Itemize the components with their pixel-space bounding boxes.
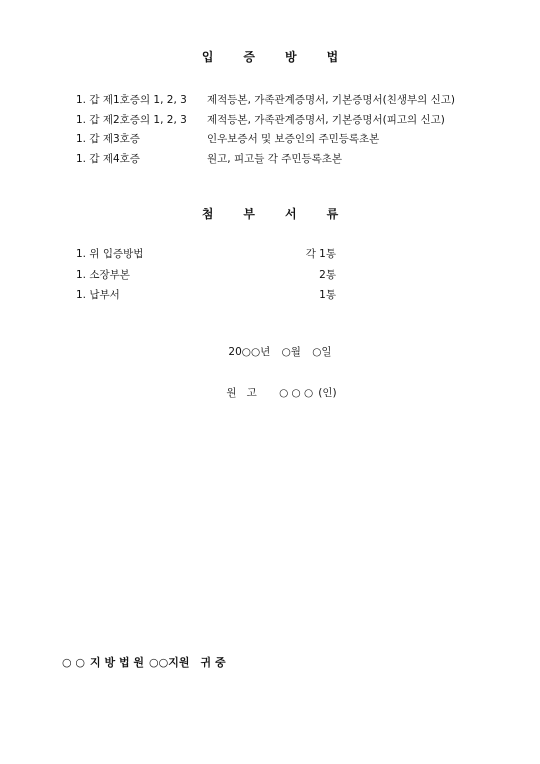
court-region: ○ ○ — [62, 656, 86, 669]
signer-seal: (인) — [318, 387, 337, 399]
evidence-label: 1. 갑 제2호증의 1, 2, 3 — [76, 113, 187, 126]
attachment-item — [76, 285, 336, 306]
evidence-description: 인우보증서 및 보증인의 주민등록초본 — [207, 133, 380, 145]
attachment-name: 1. 납부서 — [76, 289, 120, 301]
title-char: 법 — [326, 50, 339, 64]
signer-role-char: 원 — [226, 387, 237, 399]
evidence-item — [76, 91, 496, 111]
evidence-section-title — [0, 48, 540, 65]
evidence-description: 원고, 피고들 각 주민등록초본 — [207, 152, 343, 165]
title-char: 증 — [243, 50, 255, 64]
attachment-count: 1통 — [319, 289, 336, 301]
title-char: 류 — [326, 207, 339, 221]
title-char: 입 — [201, 50, 214, 64]
signer-name: ○ ○ ○ — [279, 387, 314, 399]
date-year: 20○○년 — [228, 346, 271, 358]
evidence-description: 제적등본, 가족관계증명서, 기본증명서(친생부의 신고) — [207, 94, 456, 106]
title-char: 서 — [285, 207, 297, 221]
evidence-label: 1. 갑 제4호증 — [76, 152, 140, 165]
attachment-section-title — [0, 205, 540, 222]
title-char: 부 — [243, 207, 255, 221]
evidence-list — [76, 91, 496, 169]
evidence-label: 1. 갑 제3호증 — [76, 133, 140, 145]
date-month: ○월 — [281, 346, 301, 358]
court-name: 지 방 법 원 — [90, 656, 145, 669]
evidence-description: 제적등본, 가족관계증명서, 기본증명서(피고의 신고) — [207, 113, 445, 126]
attachment-count: 각 1통 — [305, 248, 336, 260]
attachment-name: 1. 소장부본 — [76, 268, 130, 281]
attachment-item — [76, 244, 336, 265]
evidence-item — [76, 130, 496, 150]
evidence-item — [76, 111, 496, 131]
attachment-count: 2통 — [319, 268, 336, 281]
date-day: ○일 — [312, 346, 332, 358]
title-char: 방 — [285, 50, 297, 64]
evidence-label: 1. 갑 제1호증의 1, 2, 3 — [76, 94, 187, 106]
court-addressee — [62, 654, 231, 670]
evidence-item — [76, 150, 496, 170]
court-honorific: 귀 중 — [200, 656, 226, 669]
signer-role-char: 고 — [246, 387, 257, 399]
signer-line — [0, 385, 540, 400]
title-char: 첨 — [201, 207, 214, 221]
filing-date — [0, 344, 540, 359]
attachment-name: 1. 위 입증방법 — [76, 248, 144, 260]
attachment-item — [76, 265, 336, 286]
court-branch: ○○지원 — [149, 656, 190, 669]
attachment-list — [76, 244, 336, 306]
